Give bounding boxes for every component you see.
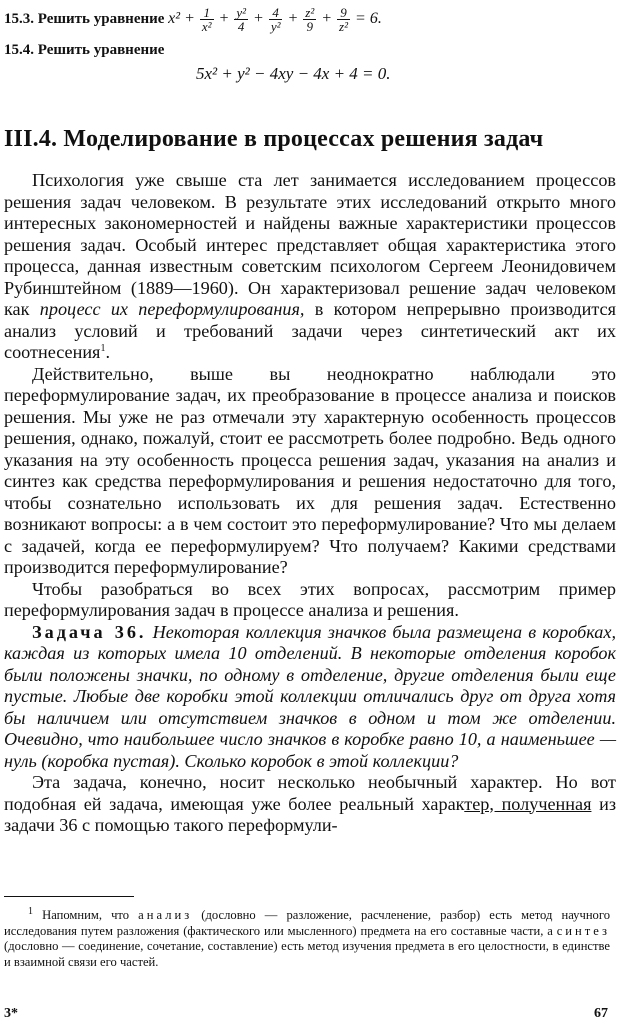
text-run: Эта задача, конечно, носит несколько необычный характер. Но вот подобная ей задача, имеющая уже более реальный харак	[4, 772, 616, 814]
exercise-text: Решить уравнение	[37, 11, 165, 28]
fraction	[337, 6, 350, 33]
paragraph	[4, 772, 616, 837]
fraction-den: x²	[201, 19, 212, 34]
text-run: .	[105, 342, 110, 362]
fraction	[269, 6, 283, 33]
footnote	[4, 905, 610, 970]
fraction	[303, 6, 316, 33]
text-run: из задачи 36 с помощью такого переформули-	[4, 793, 617, 835]
text-run: (дословно — соединение, сочетание, составление) есть метод изучения предмета в его целостности, в единстве и взаимной связи его частей.	[4, 939, 610, 969]
exercise-number: 15.4.	[4, 42, 34, 58]
paragraph: Действительно, выше вы неоднократно наблюдали это переформулирование задач, их преобразование в процессе анализа и поисков решения. Мы уже не раз отмечали эту характерную особенность процессов решения, однако, пожалуй, стоит ее рассмотреть более подробно. Ведь одного указания на эту особенность процесса решения задач, указания на анализ и синтез как средства переформулирования и решения недостаточно для того, чтобы сознательно использовать их для решения задач. Естественно возникают вопросы: а в чем состоит это переформулирование? Что мы делаем с задачей, когда ее переформулируем? Что получаем? Какими средствами производится переформулирование?	[4, 363, 616, 577]
footnote-paragraph	[4, 905, 610, 970]
fraction	[200, 6, 214, 33]
footnote-divider	[4, 896, 134, 897]
italic-run: процесс их переформулирования,	[39, 299, 305, 319]
problem-36	[4, 622, 616, 773]
fraction-num: y²	[236, 5, 247, 20]
footnote-marker: 1	[28, 905, 33, 917]
exercise-15-4	[4, 42, 164, 59]
plus-sign: +	[218, 10, 230, 28]
signature-mark: 3*	[4, 1006, 18, 1021]
fraction-num: 9	[337, 6, 350, 20]
text-run: в котором непрерывно производится анализ условий и требований задачи через синтетический акт их соотнесения	[4, 299, 616, 362]
spaced-word: анализ	[138, 908, 193, 922]
text-run: (дословно — разложение, расчленение, разбор) есть метод научного исследования путем разложения (фактического или мысленного) предмета на его составные части, а	[4, 908, 610, 938]
plus-sign: +	[287, 10, 299, 28]
exercise-text: Решить уравнение	[37, 42, 165, 58]
page-number: 67	[594, 1006, 608, 1021]
fraction	[234, 6, 248, 33]
fraction-den: z²	[339, 19, 349, 34]
fraction-num: 1	[200, 6, 214, 20]
fraction-den: 9	[306, 19, 314, 34]
exercise-15-3	[4, 6, 382, 33]
fraction-num: 4	[269, 6, 283, 20]
plus-sign: +	[253, 10, 264, 28]
spaced-word: синтез	[556, 923, 610, 938]
exercise-number: 15.3.	[4, 11, 34, 28]
main-text	[4, 170, 616, 837]
paragraph: Чтобы разобраться во всех этих вопросах, рассмотрим пример переформулирования задач в процессе анализа и решения.	[4, 578, 616, 620]
equation-15-4: 5x² + y² − 4xy − 4x + 4 = 0.	[196, 64, 391, 83]
fraction-num: z²	[305, 5, 315, 20]
fraction-den: 4	[237, 19, 245, 34]
eq-term: = 6.	[355, 10, 382, 28]
text-run: Психология уже свыше ста лет занимается исследованием процессов решения задач человеком. В результате этих исследований открыто много интересных закономерностей и найдены важные характеристики процессов решения задач. Особый интерес представляет общая характеристика этого процесса, данная известным советским психологом Сергеем Леонидовичем Рубинштейном (1889—1960). Он характеризовал решение задач человеком как	[4, 170, 616, 319]
problem-label: Задача 36.	[32, 621, 147, 642]
text-run: Напомним, что	[33, 908, 139, 922]
underlined-run: тер, полученная	[464, 793, 592, 814]
equation	[168, 5, 382, 34]
paragraph	[4, 170, 616, 364]
fraction-den: y²	[270, 19, 281, 34]
plus-sign: +	[321, 10, 333, 28]
footnote-ref: 1	[100, 342, 106, 354]
eq-term: x² +	[168, 10, 195, 28]
section-heading: III.4. Моделирование в процессах решения задач	[4, 126, 544, 152]
problem-text: Некоторая коллекция значков была размещена в коробках, каждая из которых имела 10 отделений. В некоторые отделения коробок были положены значки, по одному в отделение, другие отделения были еще пустые. Любые две коробки этой коллекции отличались друг от друга хотя бы наличием или отсутствием значков в одном и том же отделении. Очевидно, что наибольшее число значков в коробке равно 10, а наименьшее — нуль (коробка пустая). Сколько коробок в этой коллекции?	[4, 621, 616, 771]
